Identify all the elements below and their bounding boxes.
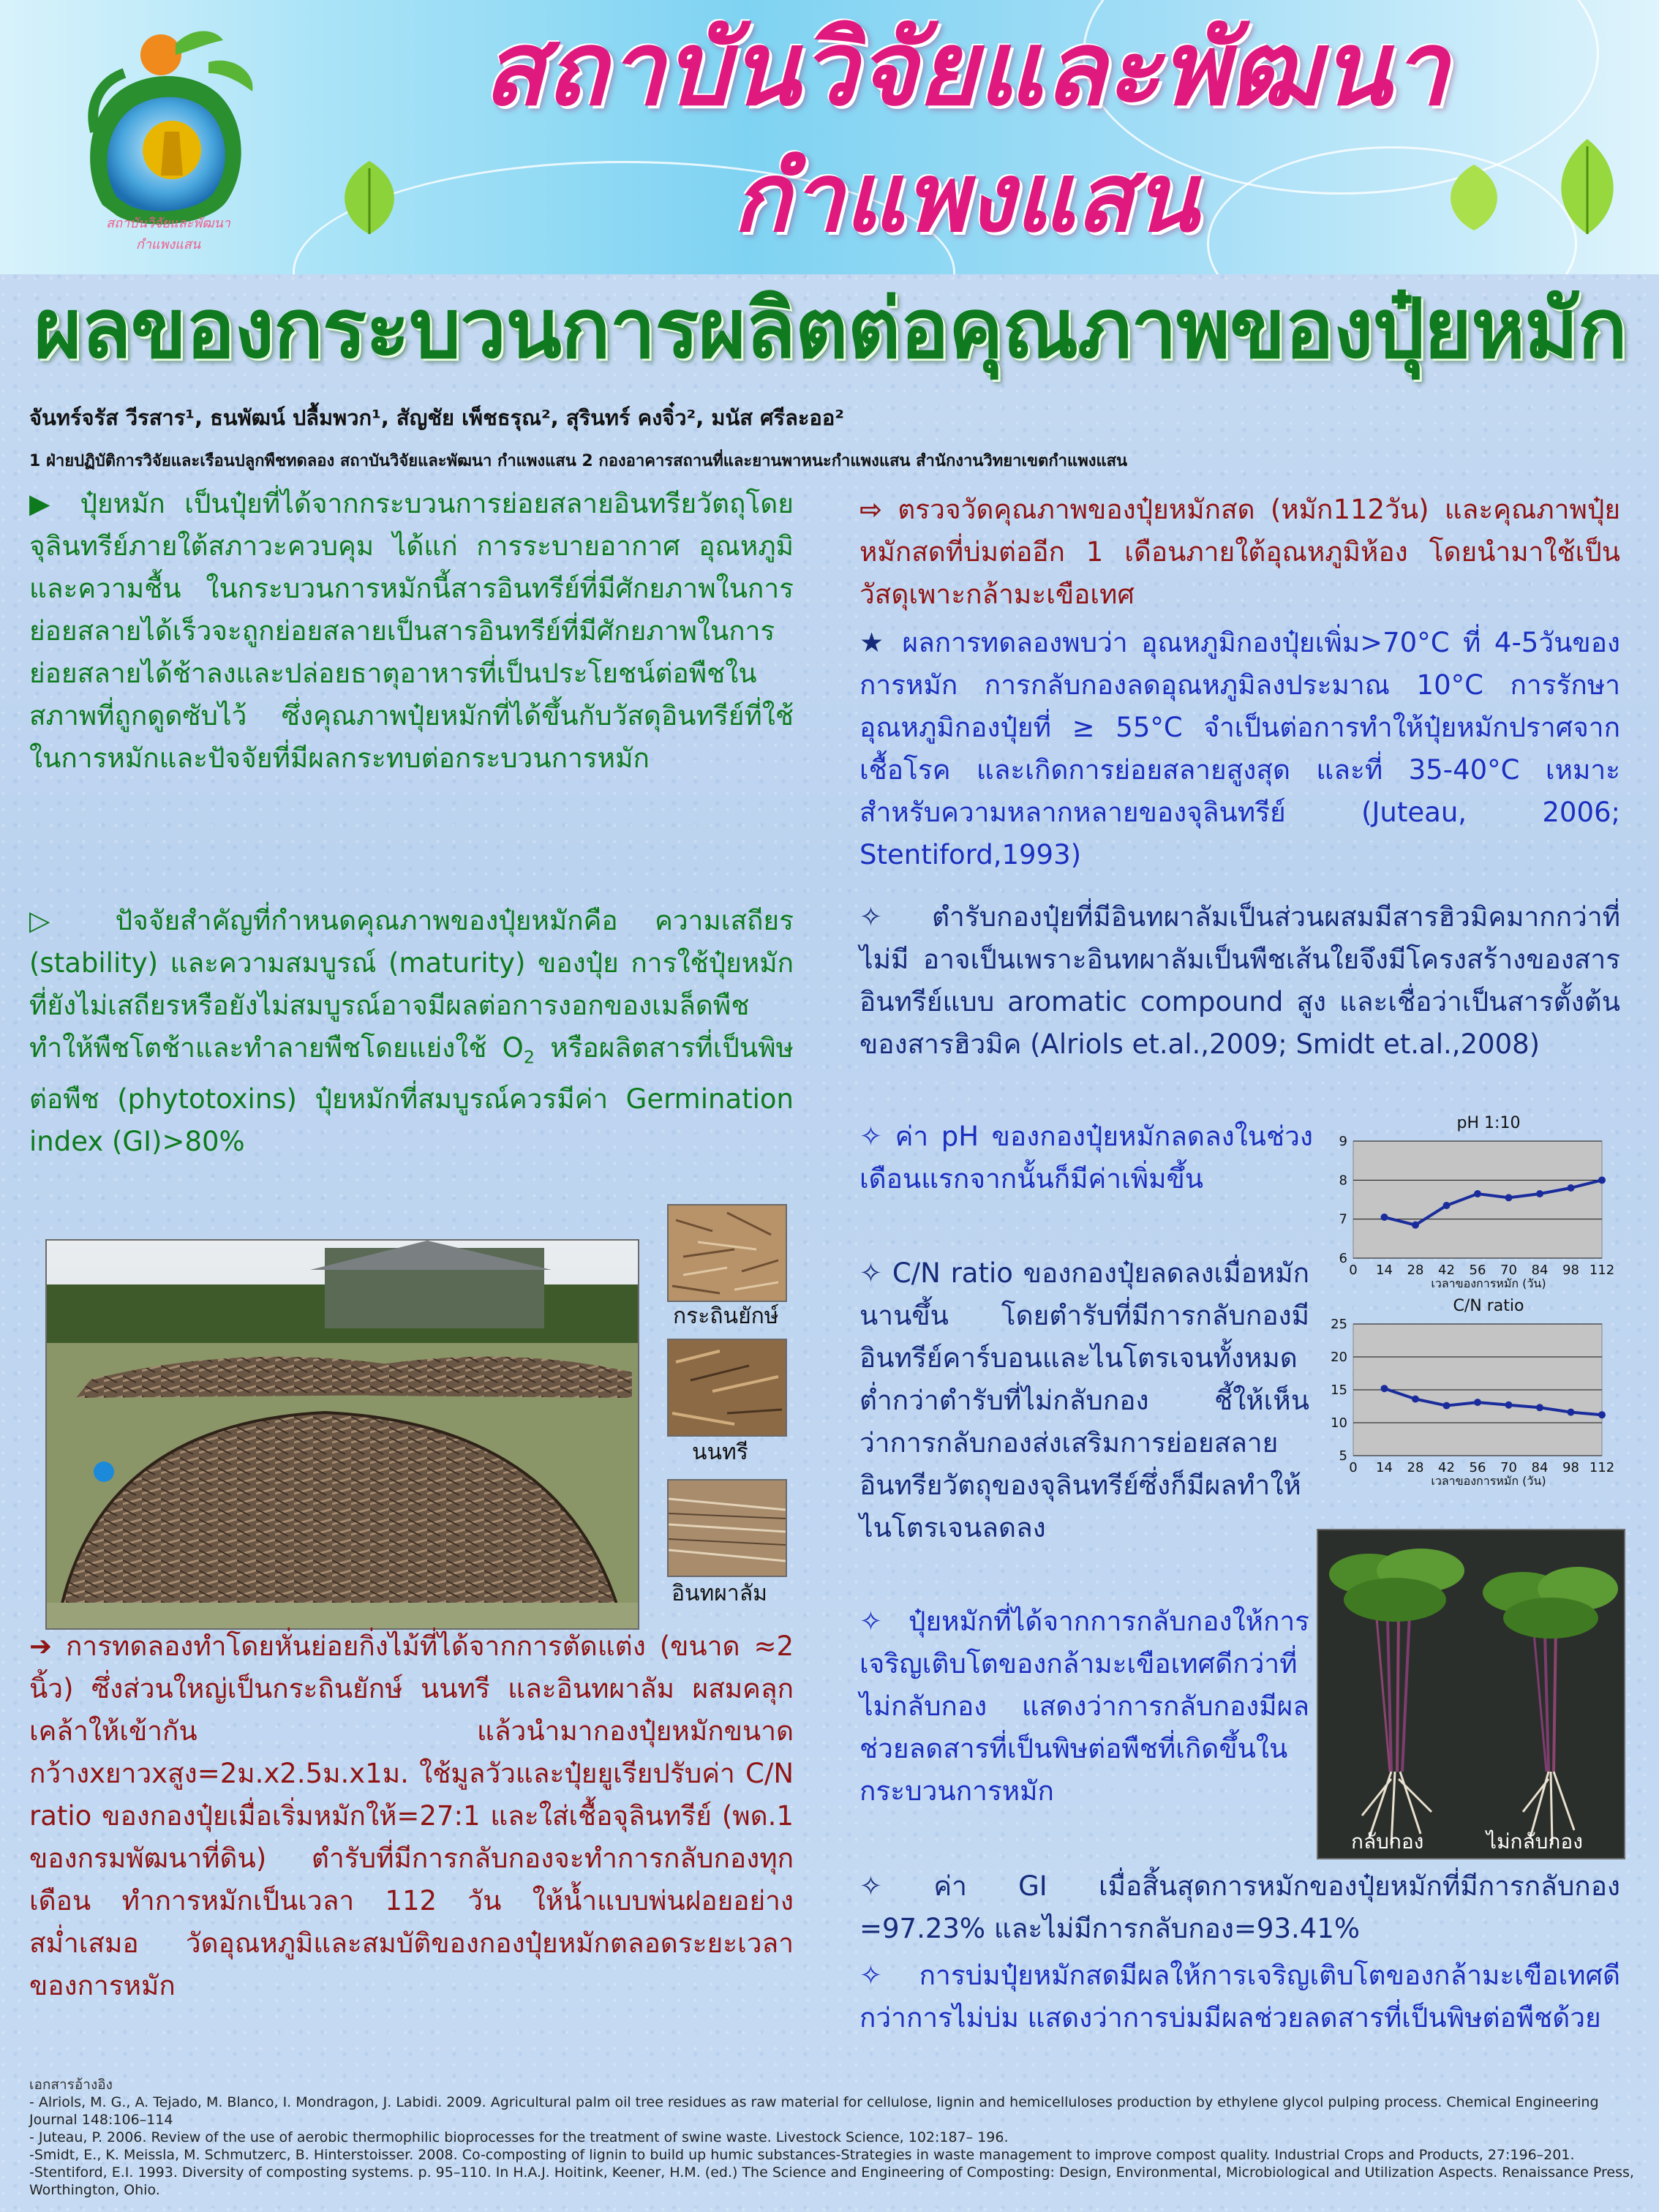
curing-paragraph: [859, 1955, 1620, 2039]
x-tick-label: 56: [1469, 1263, 1486, 1278]
poster-title: ผลของกระบวนการผลิตต่อคุณภาพของปุ๋ยหมัก: [34, 282, 1627, 377]
y-tick-label: 8: [1339, 1173, 1347, 1189]
data-point: [1568, 1184, 1575, 1192]
humic-text: ตำรับกองปุ๋ยที่มีอินทผาลัมเป็นส่วนผสมมีสารฮิวมิคมากกว่าที่ไม่มี อาจเป็นเพราะอินทผาลัมเป็นพืชเส้นใยจึงมีโครงสร้างของสารอินทรีย์แบบ aromatic compound สูง และเชื่อว่าเป็นสารตั้งต้นของสารฮิวมิค (Alriols et.al.,2009; Smidt et.al.,2008): [859, 901, 1620, 1060]
cn-text: C/N ratio ของกองปุ๋ยลดลงเมื่อหมักนานขึ้น โดยตำรับที่มีการกลับกองมีอินทรีย์คาร์บอนและไนโตรเจนทั้งหมดต่ำกว่าตำรับที่ไม่กลับกอง ชี้ให้เห็นว่าการกลับกองส่งเสริมการย่อยสลายอินทรียวัตถุของจุลินทรีย์ซึ่งก็มีผลทำให้ไนโตรเจนลดลง: [859, 1257, 1309, 1543]
caption-peltophorum: นนทรี: [692, 1440, 748, 1465]
measure-paragraph: [859, 489, 1620, 616]
results-paragraph: [859, 622, 1620, 876]
chart-title: C/N ratio: [1453, 1297, 1524, 1315]
x-tick-label: 70: [1500, 1263, 1517, 1278]
cn-paragraph: [859, 1252, 1309, 1549]
header-banner: [0, 0, 1659, 274]
factors-text-b: หรือผลิตสารที่เป็นพิษต่อพืช (phytotoxins) ปุ๋ยหมักที่สมบูรณ์ควรมีค่า Germination index (GI)>80%: [29, 1032, 794, 1158]
caption-leucaena: กระถินยักษ์: [673, 1304, 779, 1329]
date-palm-chips-photo: [667, 1479, 787, 1577]
reference-item: -Stentiford, E.I. 1993. Diversity of composting systems. p. 95–110. In H.A.J. Hoitink, Keener, H.M. (ed.) The Science and Engineering of Composting: Design, Environmental, Microbiological and Utilization Aspects. Renaissance Press, Worthington, Ohio.: [29, 2164, 1634, 2198]
x-tick-label: 56: [1469, 1460, 1486, 1475]
data-point: [1536, 1190, 1543, 1197]
seedling-label-not-turned: ไม่กลับกอง: [1486, 1829, 1583, 1854]
plot-area: [1353, 1141, 1602, 1258]
humic-paragraph: [859, 896, 1620, 1066]
results-text: ผลการทดลองพบว่า อุณหภูมิกองปุ๋ยเพิ่ม>70°C ที่ 4-5วันของการหมัก การกลับกองลดอุณหภูมิลงประมาณ 10°C การรักษาอุณหภูมิกองปุ๋ยที่ ≥ 55°C จำเป็นต่อการทำให้ปุ๋ยหมักปราศจากเชื้อโรค และเกิดการย่อยสลายสูงสุด และที่ 35-40°C เหมาะสำหรับความหลากหลายของจุลินทรีย์ (Juteau, 2006; Stentiford,1993): [859, 627, 1620, 870]
x-tick-label: 112: [1589, 1460, 1615, 1475]
y-tick-label: 7: [1339, 1211, 1347, 1227]
references: [29, 2076, 1639, 2199]
authors: จันทร์จรัส วีรสาร¹, ธนพัฒน์ ปลื้มพวก¹, สัญชัย เพ็ชธรุณ², สุรินทร์ คงจิ๋ว², มนัส ศรีละออ²: [29, 405, 844, 430]
compost-pile-photo: [45, 1239, 639, 1630]
data-point: [1568, 1409, 1575, 1416]
method-text: การทดลองทำโดยหั่นย่อยกิ่งไม้ที่ได้จากการตัดแต่ง (ขนาด ≈2 นิ้ว) ซึ่งส่วนใหญ่เป็นกระถินยักษ์ นนทรี และอินทผาลัม ผสมคลุกเคล้าให้เข้ากัน แล้วนำมากองปุ๋ยหมักขนาดกว้างxยาวxสูง=2ม.x2.5ม.x1ม. ใช้มูลวัวและปุ๋ยยูเรียปรับค่า C/N ratio ของกองปุ๋ยเมื่อเริ่มหมักให้=27:1 และใส่เชื้อจุลินทรีย์ (พด.1 ของกรมพัฒนาที่ดิน) ตำรับที่มีการกลับกองจะทำการกลับกองทุกเดือน ทำการหมักเป็นเวลา 112 วัน ให้น้ำแบบพ่นฝอยอย่างสม่ำเสมอ วัดอุณหภูมิและสมบัติของกองปุ๋ยหมักตลอดระยะเวลาของการหมัก: [29, 1630, 794, 2001]
reference-item: - Juteau, P. 2006. Review of the use of aerobic thermophilic bioprocesses for the treatment of swine waste. Livestock Science, 102:187– 196.: [29, 2129, 1009, 2145]
arrow-bullet-icon: ➔: [29, 1630, 53, 1662]
x-tick-label: 0: [1349, 1460, 1358, 1475]
data-point: [1598, 1176, 1606, 1184]
intro-text: ปุ๋ยหมัก เป็นปุ๋ยที่ได้จากกระบวนการย่อยสลายอินทรียวัตถุโดยจุลินทรีย์ภายใต้สภาวะควบคุม ได้แก่ การระบายอากาศ อุณหภูมิ และความชื้น ในกระบวนการหมักนี้สารอินทรีย์ที่มีศักยภาพในการย่อยสลายได้เร็วจะถูกย่อยสลายเป็นสารอินทรีย์ที่มีศักยภาพในการย่อยสลายได้ช้าลงและปล่อยธาตุอาหารที่เป็นประโยชน์ต่อพืชในสภาพที่ถูกดูดซับไว้ ซึ่งคุณภาพปุ๋ยหมักที่ได้ขึ้นกับวัสดุอินทรีย์ที่ใช้ในการหมักและปัจจัยที่มีผลกระทบต่อกระบวนการหมัก: [29, 488, 794, 774]
y-tick-label: 25: [1331, 1317, 1347, 1332]
x-tick-label: 84: [1531, 1263, 1549, 1278]
caption-date-palm: อินทผาลัม: [672, 1581, 767, 1606]
chart-xlabel: เวลาของการหมัก (วัน): [1431, 1474, 1546, 1488]
factors-subscript: 2: [523, 1047, 535, 1068]
curing-text: การบ่มปุ๋ยหมักสดมีผลให้การเจริญเติบโตของกล้ามะเขือเทศดีกว่าการไม่บ่ม แสดงว่าการบ่มมีผลช่วยลดสารที่เป็นพิษต่อพืชด้วย: [859, 1960, 1620, 2034]
gi-text: ค่า GI เมื่อสิ้นสุดการหมักของปุ๋ยหมักที่มีการกลับกอง =97.23% และไม่มีการกลับกอง=93.41%: [859, 1870, 1620, 1944]
x-tick-label: 0: [1349, 1263, 1358, 1278]
right-arrow-bullet-icon: ⇨: [859, 494, 883, 525]
data-point: [1505, 1402, 1513, 1409]
gi-paragraph: [859, 1865, 1620, 1950]
y-tick-label: 10: [1331, 1415, 1347, 1431]
logo-caption: สถาบันวิจัยและพัฒนา กำแพงแสน: [106, 216, 230, 252]
references-heading: เอกสารอ้างอิง: [29, 2077, 113, 2093]
x-tick-label: 14: [1376, 1460, 1393, 1475]
peltophorum-chips-photo: [667, 1339, 787, 1437]
data-point: [1412, 1222, 1419, 1229]
leaf-icon: [326, 154, 413, 241]
sparkle-bullet-icon: ✧: [859, 901, 883, 933]
reference-item: -Smidt, E., K. Meissla, M. Schmutzerc, B. Hinterstoisser. 2008. Co-composting of lignin to build up humic substances-Strategies in waste management to improve compost quality. Industrial Crops and Products, 27:196–201.: [29, 2147, 1575, 2163]
leucaena-chips-photo: [667, 1204, 787, 1302]
chart-title: pH 1:10: [1456, 1114, 1521, 1132]
data-point: [1536, 1404, 1543, 1411]
x-tick-label: 70: [1500, 1460, 1517, 1475]
triangle-bullet-icon: ▶: [29, 488, 61, 519]
data-point: [1443, 1402, 1451, 1410]
x-tick-label: 28: [1407, 1263, 1424, 1278]
x-tick-label: 28: [1407, 1460, 1424, 1475]
institute-logo: [73, 22, 271, 241]
cn-ratio-chart: [1317, 1295, 1624, 1492]
x-tick-label: 98: [1562, 1460, 1579, 1475]
institute-name-line1: สถาบันวิจัยและพัฒนา: [482, 10, 1449, 129]
y-tick-label: 5: [1339, 1448, 1347, 1464]
sparkle-bullet-icon: ✧: [859, 1960, 883, 1991]
sparkle-bullet-icon: ✧: [859, 1257, 883, 1289]
data-point: [1505, 1194, 1513, 1201]
chart-xlabel: เวลาของการหมัก (วัน): [1431, 1276, 1546, 1290]
data-point: [1381, 1385, 1388, 1392]
intro-paragraph: [29, 483, 794, 780]
seedling-label-turned: กลับกอง: [1351, 1829, 1424, 1854]
leaf-icon: [1536, 124, 1639, 241]
factors-paragraph: [29, 900, 794, 1163]
method-paragraph: [29, 1625, 794, 2007]
x-tick-label: 112: [1589, 1263, 1615, 1278]
star-bullet-icon: ★: [859, 627, 889, 658]
factors-text-a: ปัจจัยสำคัญที่กำหนดคุณภาพของปุ๋ยหมักคือ ความเสถียร (stability) และความสมบูรณ์ (maturity) ของปุ๋ย การใช้ปุ๋ยหมักที่ยังไม่เสถียรหรือยังไม่สมบูรณ์อาจมีผลต่อการงอกของเมล็ดพืช ทำให้พืชโตช้าและทำลายพืชโดยแย่งใช้ O: [29, 905, 794, 1064]
data-point: [1443, 1202, 1451, 1209]
data-point: [1474, 1399, 1481, 1406]
y-tick-label: 9: [1339, 1134, 1347, 1149]
sparkle-bullet-icon: ✧: [859, 1121, 883, 1152]
data-point: [1474, 1190, 1481, 1197]
tomato-seedlings-photo: [1317, 1529, 1625, 1859]
turning-paragraph: [859, 1600, 1309, 1813]
institute-name-line2: กำแพงแสน: [732, 142, 1199, 253]
leaf-icon: [1434, 157, 1514, 238]
measure-text: ตรวจวัดคุณภาพของปุ๋ยหมักสด (หมัก112วัน) และคุณภาพปุ๋ยหมักสดที่บ่มต่ออีก 1 เดือนภายใต้อุณหภูมิห้อง โดยนำมาใช้เป็นวัสดุเพาะกล้ามะเขือเทศ: [859, 494, 1621, 610]
data-point: [1381, 1214, 1388, 1221]
x-tick-label: 84: [1531, 1460, 1549, 1475]
turning-text: ปุ๋ยหมักที่ได้จากการกลับกองให้การเจริญเติบโตของกล้ามะเขือเทศดีกว่าที่ไม่กลับกอง แสดงว่าการกลับกองมีผลช่วยลดสารที่เป็นพิษต่อพืชที่เกิดขึ้นในกระบวนการหมัก: [859, 1606, 1309, 1807]
sparkle-bullet-icon: ✧: [859, 1606, 883, 1637]
x-tick-label: 42: [1438, 1263, 1455, 1278]
ph-text: ค่า pH ของกองปุ๋ยหมักลดลงในช่วงเดือนแรกจากนั้นก็มีค่าเพิ่มขึ้น: [859, 1121, 1313, 1195]
x-tick-label: 42: [1438, 1460, 1455, 1475]
ph-paragraph: [859, 1116, 1313, 1200]
x-tick-label: 14: [1376, 1263, 1393, 1278]
data-point: [1598, 1411, 1606, 1418]
ph-chart: [1317, 1112, 1624, 1295]
y-tick-label: 6: [1339, 1251, 1347, 1266]
affiliations: 1 ฝ่ายปฏิบัติการวิจัยและเรือนปลูกพืชทดลอง สถาบันวิจัยและพัฒนา กำแพงแสน 2 กองอาคารสถานที่และยานพาหนะกำแพงแสน สำนักงานวิทยาเขตกำแพงแสน: [29, 452, 1128, 470]
triangle-outline-bullet-icon: ▷: [29, 905, 79, 936]
reference-item: - Alriols, M. G., A. Tejado, M. Blanco, I. Mondragon, J. Labidi. 2009. Agricultural palm oil tree residues as raw material for cellulose, lignin and hemicelluloses production by ethylene glycol pulping process. Chemical Engineering Journal 148:106–114: [29, 2094, 1599, 2128]
y-tick-label: 15: [1331, 1382, 1347, 1398]
data-point: [1412, 1396, 1419, 1403]
x-tick-label: 98: [1562, 1263, 1579, 1278]
sparkle-bullet-icon: ✧: [859, 1870, 883, 1902]
y-tick-label: 20: [1331, 1350, 1347, 1365]
